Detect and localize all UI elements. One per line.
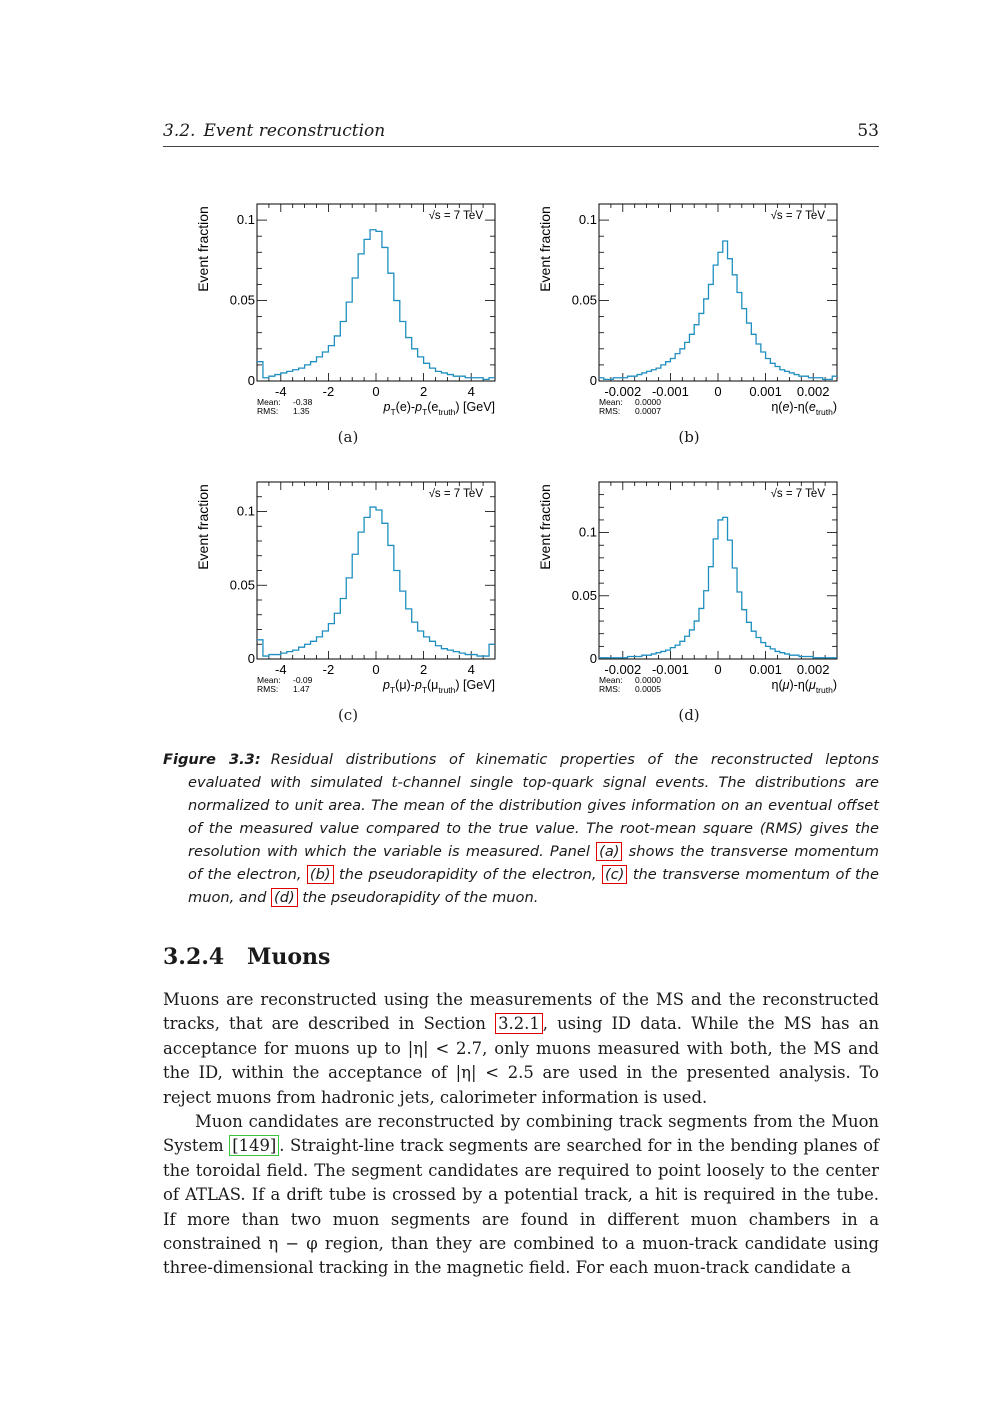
y-tick-label: 0 <box>589 651 597 666</box>
panel-ref-b-link[interactable]: (b) <box>307 865 334 884</box>
y-tick-label: 0.1 <box>236 212 255 228</box>
paragraph <box>163 1110 879 1281</box>
histogram-series <box>599 241 837 379</box>
paragraph-text: Muons are reconstructed using the measurements of the MS and the reconstructed tracks, that are described in Section <box>163 990 879 1034</box>
histogram-chart <box>190 196 550 426</box>
stats-mean: Mean: <box>257 675 281 685</box>
x-tick-label: 2 <box>419 662 428 677</box>
energy-label: √s = 7 TeV <box>428 210 483 222</box>
caption-text: the pseudorapidity of the electron, <box>339 866 597 883</box>
y-axis-label: Event fraction <box>195 206 211 292</box>
y-tick-label: 0 <box>247 651 255 666</box>
header-section <box>163 121 385 141</box>
stats-rms-value: 1.35 <box>293 406 310 416</box>
stats-mean: Mean: <box>599 397 623 407</box>
figure-panel-c <box>190 474 550 724</box>
energy-label: √s = 7 TeV <box>770 210 825 222</box>
header-section-title: Event reconstruction <box>203 121 386 141</box>
stats-rms-value: 1.47 <box>293 684 310 694</box>
histogram-series <box>257 230 495 380</box>
caption-text: Residual distributions of kinematic properties of the reconstructed leptons evaluated with simulated <box>188 751 880 791</box>
section-ref-link[interactable]: 3.2.1 <box>495 1013 543 1034</box>
figure-label: Figure 3.3: <box>163 751 261 768</box>
stats-mean-value: 0.0000 <box>635 675 661 685</box>
figure-panel-a <box>190 196 550 446</box>
plot-frame <box>599 482 837 659</box>
x-axis-label: $\eta(\mu)-\eta(\mu_{truth})$ <box>771 678 837 695</box>
caption-text: the pseudorapidity of the muon. <box>302 889 539 906</box>
y-axis-label: Event fraction <box>537 206 553 292</box>
section-heading <box>163 944 330 970</box>
x-tick-label: -4 <box>275 384 287 399</box>
stats-rms: RMS: <box>257 406 279 416</box>
citation-link[interactable]: [149] <box>229 1135 279 1156</box>
x-tick-label: -0.001 <box>651 662 689 677</box>
x-tick-label: 0 <box>372 662 380 677</box>
y-tick-label: 0.1 <box>578 212 597 228</box>
panel-ref-c-link[interactable]: (c) <box>602 865 627 884</box>
energy-label: √s = 7 TeV <box>428 488 483 500</box>
caption-var-t: t <box>391 774 398 791</box>
x-tick-label: -0.002 <box>604 662 642 677</box>
stats-mean: Mean: <box>257 397 281 407</box>
panel-label: (b) <box>678 428 700 446</box>
y-tick-label: 0.05 <box>229 577 255 593</box>
y-tick-label: 0.1 <box>236 503 255 519</box>
x-axis-label: $p_T(\mu)-p_T(\mu_{truth})$ [GeV] <box>383 678 495 695</box>
x-tick-label: 0 <box>714 662 722 677</box>
figure-panel-b <box>532 196 892 446</box>
header-section-number: 3.2. <box>163 121 196 141</box>
stats-rms: RMS: <box>599 406 621 416</box>
plot-frame <box>599 204 837 381</box>
paragraph <box>163 988 879 1110</box>
y-axis-label: Event fraction <box>195 484 211 570</box>
section-body <box>163 988 879 1281</box>
paragraph-text: , using ID data. While the MS has an acceptance for muons up to |η| < 2.7, only muons measured with both, the MS and the ID, within the acceptance of |η| < 2.5 are used in the presented analysis. To reject muons from hadronic jets, calorimeter information is used. <box>163 1014 880 1107</box>
panel-label: (a) <box>337 428 359 446</box>
y-tick-label: 0.05 <box>229 292 255 308</box>
page-number: 53 <box>857 121 879 141</box>
panel-label: (c) <box>337 706 359 724</box>
stats-mean-value: -0.38 <box>293 397 313 407</box>
x-axis-label: $p_T(e)-p_T(e_{truth})$ [GeV] <box>383 400 495 417</box>
panel-label: (d) <box>678 706 700 724</box>
paragraph-text: . Straight-line track segments are searched for in the bending planes of the toroidal field. The segment candidates are required to point loosely to the center of ATLAS. If a drift tube is crossed by a potential track, a hit is required in the tube. If more than two muon segments are found in different muon chambers in a constrained η − φ region, than they are combined to a muon-track candidate using three-dimensional tracking in the magnetic field. For each muon-track candidate a <box>163 1136 879 1278</box>
histogram-chart <box>532 474 892 704</box>
stats-rms: RMS: <box>257 684 279 694</box>
caption-text: shows the transverse momentum of the electron, <box>188 843 879 883</box>
x-tick-label: 0 <box>714 384 722 399</box>
y-tick-label: 0.1 <box>578 524 597 540</box>
y-axis-label: Event fraction <box>537 484 553 570</box>
x-tick-label: 0.002 <box>796 662 830 677</box>
stats-mean-value: 0.0000 <box>635 397 661 407</box>
stats-rms-value: 0.0005 <box>635 684 661 694</box>
section-title: Muons <box>247 944 331 970</box>
x-tick-label: -2 <box>322 662 335 677</box>
y-tick-label: 0 <box>589 373 597 388</box>
x-tick-label: 2 <box>419 384 428 399</box>
x-tick-label: -2 <box>322 384 335 399</box>
running-header <box>163 118 879 147</box>
caption-text: the transverse momentum of the muon, and <box>188 866 880 906</box>
stats-mean: Mean: <box>599 675 623 685</box>
stats-rms: RMS: <box>599 684 621 694</box>
y-tick-label: 0.05 <box>571 292 597 308</box>
energy-label: √s = 7 TeV <box>770 488 825 500</box>
x-tick-label: 4 <box>467 384 475 399</box>
x-tick-label: 0.002 <box>796 384 830 399</box>
x-tick-label: -0.002 <box>604 384 642 399</box>
x-axis-label: $\eta(e)-\eta(e_{truth})$ <box>771 400 837 417</box>
histogram-chart <box>190 474 550 704</box>
x-tick-label: -4 <box>275 662 287 677</box>
y-tick-label: 0.05 <box>571 587 597 603</box>
y-tick-label: 0 <box>247 373 255 388</box>
figure-caption <box>163 748 879 909</box>
paragraph-text: Muon candidates are reconstructed by combining track segments from the Muon System <box>163 1112 879 1156</box>
histogram-chart <box>532 196 892 426</box>
x-tick-label: 0.001 <box>749 384 782 399</box>
panel-ref-d-link[interactable]: (d) <box>271 888 298 907</box>
panel-ref-a-link[interactable]: (a) <box>596 842 622 861</box>
caption-text: -channel single top-quark signal events. The distributions are normalized to unit area. The mean of the distribution gives information on an eventual offset of the measured value compared to the true value. The root-mean square (RMS) gives the resolution with which the variable is measured. Panel <box>188 774 879 860</box>
histogram-series <box>599 517 837 657</box>
x-tick-label: -0.001 <box>651 384 689 399</box>
stats-mean-value: -0.09 <box>293 675 313 685</box>
figure-panel-d <box>532 474 892 724</box>
x-tick-label: 0.001 <box>749 662 782 677</box>
x-tick-label: 0 <box>372 384 380 399</box>
histogram-series <box>257 507 495 656</box>
stats-rms-value: 0.0007 <box>635 406 661 416</box>
x-tick-label: 4 <box>467 662 475 677</box>
section-number: 3.2.4 <box>163 944 225 970</box>
